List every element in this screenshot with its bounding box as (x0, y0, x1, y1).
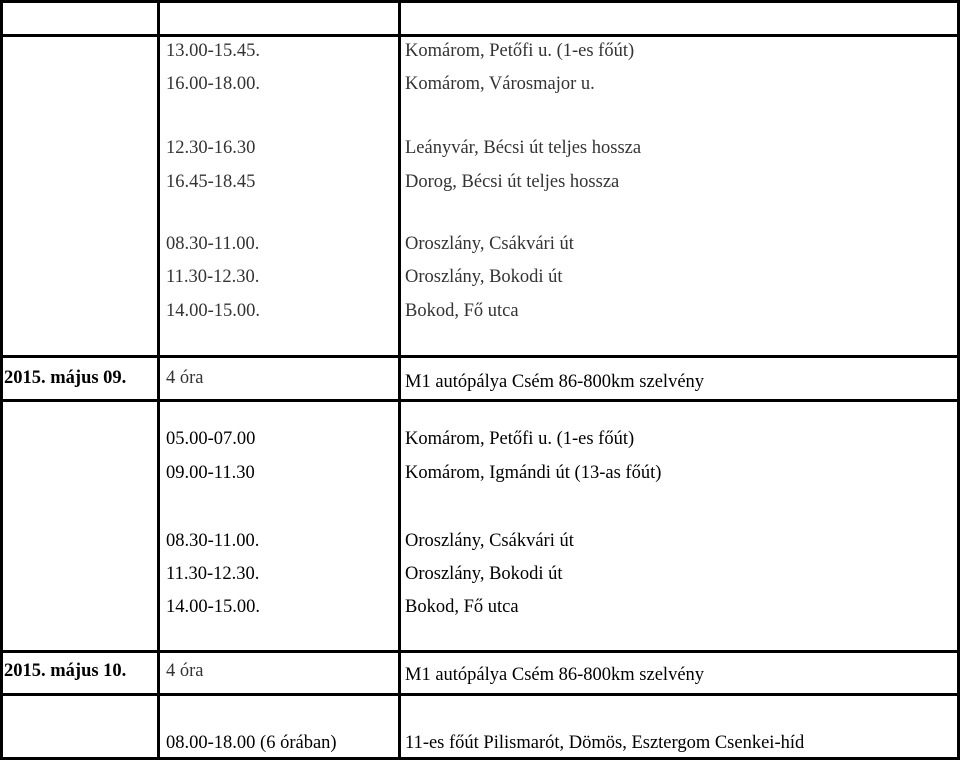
time-cell: 12.30-16.30 (166, 138, 256, 158)
time-cell: 11.30-12.30. (166, 564, 260, 584)
location-cell: Bokod, Fő utca (405, 301, 519, 321)
section-border (0, 693, 960, 696)
section-border (0, 34, 960, 37)
location-cell: Oroszlány, Bokodi út (405, 267, 563, 287)
table-border-top (0, 0, 960, 3)
time-cell: 11.30-12.30. (166, 267, 260, 287)
location-cell: Oroszlány, Csákvári út (405, 531, 574, 551)
time-cell: 09.00-11.30 (166, 463, 255, 483)
location-cell: 11-es főút Pilismarót, Dömös, Esztergom Csenkei-híd (405, 733, 805, 753)
time-cell: 08.30-11.00. (166, 234, 260, 254)
location-cell: M1 autópálya Csém 86-800km szelvény (405, 372, 705, 392)
location-cell: Komárom, Petőfi u. (1-es főút) (405, 41, 635, 61)
date-cell: 2015. május 10. (4, 661, 127, 681)
duration-cell: 4 óra (166, 661, 204, 681)
location-cell: Leányvár, Bécsi út teljes hossza (405, 138, 642, 158)
section-border (0, 650, 960, 653)
location-cell: Oroszlány, Csákvári út (405, 234, 574, 254)
time-cell: 14.00-15.00. (166, 301, 261, 321)
time-cell: 14.00-15.00. (166, 597, 261, 617)
section-border (0, 355, 960, 358)
location-cell: Komárom, Igmándi út (13-as főút) (405, 463, 662, 483)
table-border-left (0, 0, 3, 760)
date-cell: 2015. május 09. (4, 368, 127, 388)
location-cell: Komárom, Petőfi u. (1-es főút) (405, 429, 635, 449)
section-border (0, 399, 960, 402)
location-cell: Bokod, Fő utca (405, 597, 519, 617)
time-cell: 08.00-18.00 (6 órában) (166, 733, 337, 753)
location-cell: Oroszlány, Bokodi út (405, 564, 563, 584)
time-cell: 05.00-07.00 (166, 429, 256, 449)
time-cell: 16.45-18.45 (166, 172, 256, 192)
table-border-col1 (157, 0, 160, 760)
location-cell: Dorog, Bécsi út teljes hossza (405, 172, 620, 192)
table-border-col2 (398, 0, 401, 760)
time-cell: 08.30-11.00. (166, 531, 260, 551)
duration-cell: 4 óra (166, 368, 204, 388)
time-cell: 13.00-15.45. (166, 41, 261, 61)
location-cell: Komárom, Városmajor u. (405, 74, 595, 94)
time-cell: 16.00-18.00. (166, 74, 261, 94)
location-cell: M1 autópálya Csém 86-800km szelvény (405, 665, 705, 685)
